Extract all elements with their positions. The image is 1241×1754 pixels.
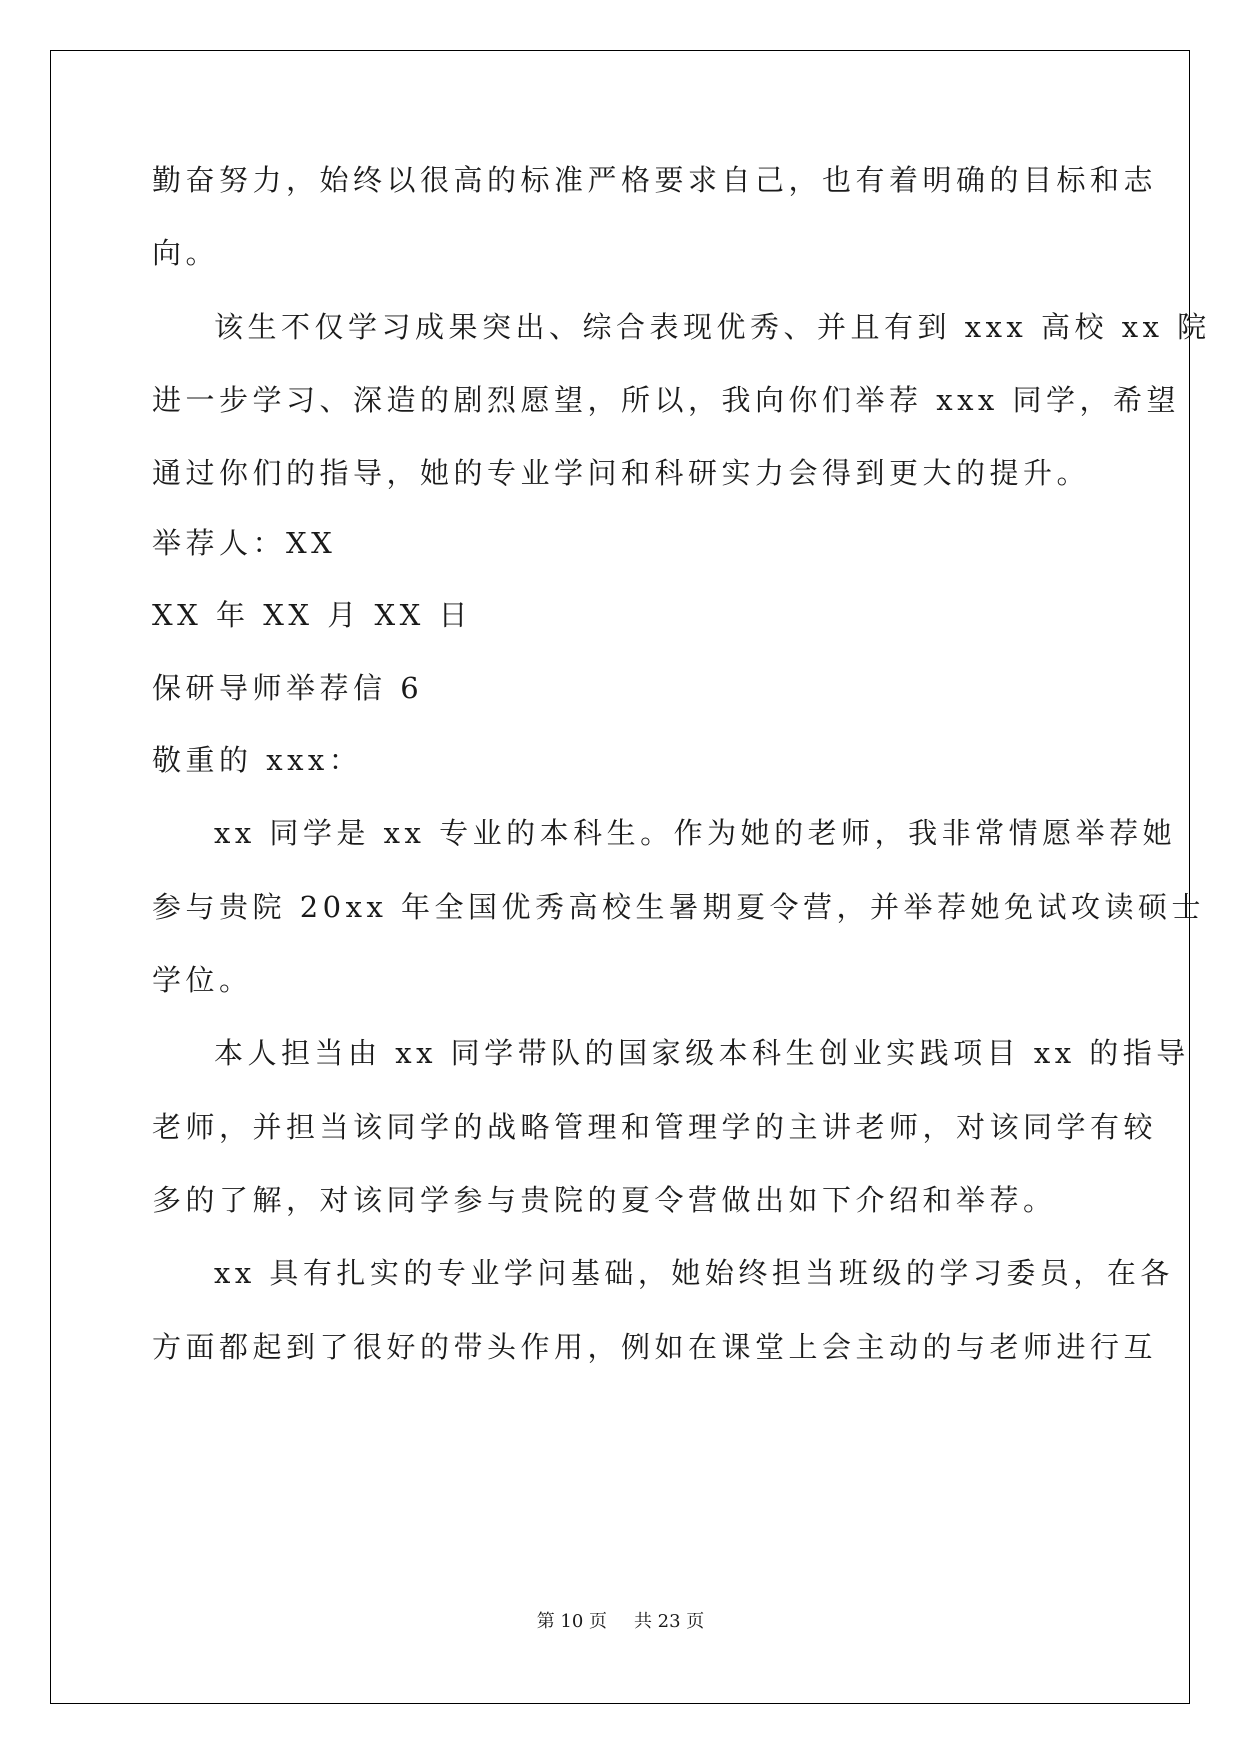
paragraph-line: 本人担当由 xx 同学带队的国家级本科生创业实践项目 xx 的指导 bbox=[214, 1036, 1190, 1070]
text-line: 老师，并担当该同学的战略管理和管理学的主讲老师，对该同学有较 bbox=[152, 1110, 1158, 1144]
letter-title: 保研导师举荐信 6 bbox=[152, 671, 424, 705]
text-line: 勤奋努力，始终以很高的标准严格要求自己，也有着明确的目标和志 bbox=[152, 163, 1158, 197]
text-line: 方面都起到了很好的带头作用，例如在课堂上会主动的与老师进行互 bbox=[152, 1330, 1158, 1364]
page-border bbox=[50, 50, 1190, 1704]
text-line: 参与贵院 20xx 年全国优秀高校生暑期夏令营，并举荐她免试攻读硕士 bbox=[152, 890, 1206, 924]
page-footer bbox=[0, 1610, 1241, 1634]
date-line: XX 年 XX 月 XX 日 bbox=[152, 598, 472, 632]
page-total: 共 23 页 bbox=[633, 1611, 705, 1632]
salutation: 敬重的 xxx： bbox=[152, 743, 363, 777]
paragraph-line: 该生不仅学习成果突出、综合表现优秀、并且有到 xxx 高校 xx 院 bbox=[214, 310, 1211, 344]
text-line: 进一步学习、深造的剧烈愿望，所以，我向你们举荐 xxx 同学，希望 bbox=[152, 383, 1181, 417]
text-line: 通过你们的指导，她的专业学问和科研实力会得到更大的提升。 bbox=[152, 456, 1091, 490]
page-number: 第 10 页 bbox=[536, 1611, 608, 1632]
text-line: 多的了解，对该同学参与贵院的夏令营做出如下介绍和举荐。 bbox=[152, 1183, 1057, 1217]
paragraph-line: xx 同学是 xx 专业的本科生。作为她的老师，我非常情愿举荐她 bbox=[214, 816, 1177, 850]
signature-line: 举荐人：XX bbox=[152, 526, 337, 560]
text-line: 向。 bbox=[152, 236, 220, 270]
text-line: 学位。 bbox=[152, 963, 253, 997]
paragraph-line: xx 具有扎实的专业学问基础，她始终担当班级的学习委员，在各 bbox=[214, 1256, 1174, 1290]
